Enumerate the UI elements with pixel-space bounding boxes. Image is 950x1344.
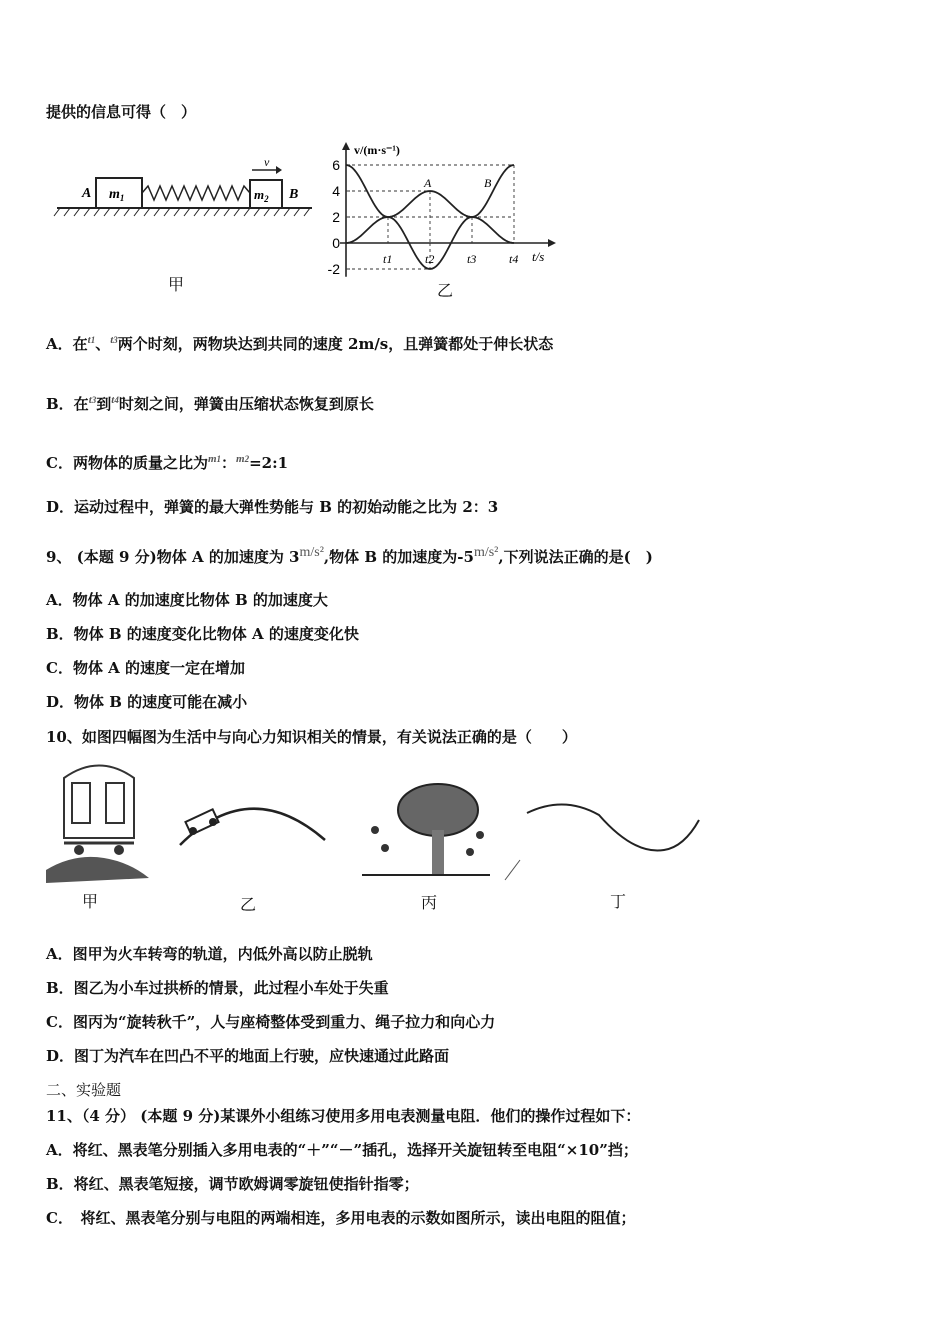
q8-option-a: A．在$^{t1}$、$^{t3}$两个时刻，两物块达到共同的速度 2m/s，且弹簧都处于伸长状态 bbox=[46, 334, 554, 353]
label-a: A bbox=[82, 186, 92, 201]
x-tick-label: t1 bbox=[383, 252, 393, 266]
spring-block-figure bbox=[52, 150, 322, 295]
caption-jia: 甲 bbox=[168, 275, 185, 294]
x-tick-label: t4 bbox=[509, 252, 519, 266]
x-tick-label: t2 bbox=[425, 252, 435, 266]
x-axis-label: t/s bbox=[532, 249, 545, 264]
q11-step-b: B．将红、黑表笔短接，调节欧姆调零旋钮使指针指零； bbox=[46, 1175, 419, 1193]
caption-yi: 乙 bbox=[437, 281, 454, 300]
q11-stem: 11、（4 分） (本题 9 分)某课外小组练习使用多用电表测量电阻．他们的操作过程如下： bbox=[46, 1107, 641, 1125]
arch-bridge-figure bbox=[175, 785, 330, 860]
caption-jia-10: 甲 bbox=[82, 892, 99, 911]
label-m2: m bbox=[254, 187, 265, 202]
q8-option-c: C．两物体的质量之比为$^{m1}$：$^{m2}$=2:1 bbox=[46, 453, 289, 472]
series-a-label: A bbox=[424, 176, 432, 190]
label-m2-sub: 2 bbox=[264, 194, 269, 204]
q10-option-a: A．图甲为火车转弯的轨道，内低外高以防止脱轨 bbox=[46, 945, 373, 963]
train-turn-figure bbox=[44, 758, 154, 888]
q9-option-a: A．物体 A 的加速度比物体 B 的加速度大 bbox=[46, 591, 328, 609]
q9-stem: 9、 (本题 9 分)物体 A 的加速度为 3m/s²,物体 B 的加速度为-5m/s²,下列说法正确的是( ) bbox=[46, 545, 653, 566]
y-tick-label: 6 bbox=[332, 157, 340, 173]
caption-ding-10: 丁 bbox=[610, 892, 627, 911]
q11-step-a: A．将红、黑表笔分别插入多用电表的“＋”“－”插孔，选择开关旋钮转至电阻“×10”挡； bbox=[46, 1141, 638, 1159]
rotating-swing-figure bbox=[360, 780, 530, 890]
q10-stem: 10、如图四幅图为生活中与向心力知识相关的情景，有关说法正确的是（ ） bbox=[46, 728, 577, 746]
label-m1: m bbox=[109, 187, 120, 202]
q10-option-d: D．图丁为汽车在凹凸不平的地面上行驶，应快速通过此路面 bbox=[46, 1047, 450, 1065]
label-b: B bbox=[289, 187, 299, 202]
section-heading: 二、实验题 bbox=[46, 1081, 122, 1099]
y-tick-label: 0 bbox=[332, 235, 340, 251]
q10-option-c: C．图丙为“旋转秋千”，人与座椅整体受到重力、绳子拉力和向心力 bbox=[46, 1013, 496, 1031]
y-tick-label: 2 bbox=[332, 209, 340, 225]
y-tick-label: 4 bbox=[332, 183, 340, 199]
x-tick-label: t3 bbox=[467, 252, 477, 266]
intro-text: 提供的信息可得（ ） bbox=[46, 103, 197, 121]
caption-yi-10: 乙 bbox=[240, 895, 257, 914]
label-v0: v bbox=[264, 155, 270, 169]
q9-option-b: B．物体 B 的速度变化比物体 A 的速度变化快 bbox=[46, 625, 359, 643]
series-b-label: B bbox=[484, 176, 492, 191]
y-axis-label: v/(m·s⁻¹) bbox=[354, 143, 400, 157]
y-tick-label: -2 bbox=[327, 261, 340, 277]
q8-option-b: B．在$^{t3}$到$^{t4}$时刻之间，弹簧由压缩状态恢复到原长 bbox=[46, 394, 374, 413]
q10-option-b: B．图乙为小车过拱桥的情景，此过程小车处于失重 bbox=[46, 979, 389, 997]
q9-option-d: D．物体 B 的速度可能在减小 bbox=[46, 693, 248, 711]
y-axis-arrow bbox=[342, 142, 350, 150]
bumpy-road-figure bbox=[524, 795, 704, 860]
label-m1-sub: 1 bbox=[119, 193, 125, 203]
spring bbox=[142, 186, 250, 200]
q9-option-c: C．物体 A 的速度一定在增加 bbox=[46, 659, 246, 677]
velocity-time-chart bbox=[320, 140, 570, 300]
caption-bing-10: 丙 bbox=[421, 893, 438, 912]
q11-step-c: C． 将红、黑表笔分别与电阻的两端相连，多用电表的示数如图所示，读出电阻的阻值； bbox=[46, 1209, 636, 1227]
x-axis-arrow bbox=[548, 239, 556, 247]
q8-option-d: D．运动过程中，弹簧的最大弹性势能与 B 的初始动能之比为 2：3 bbox=[46, 498, 499, 516]
